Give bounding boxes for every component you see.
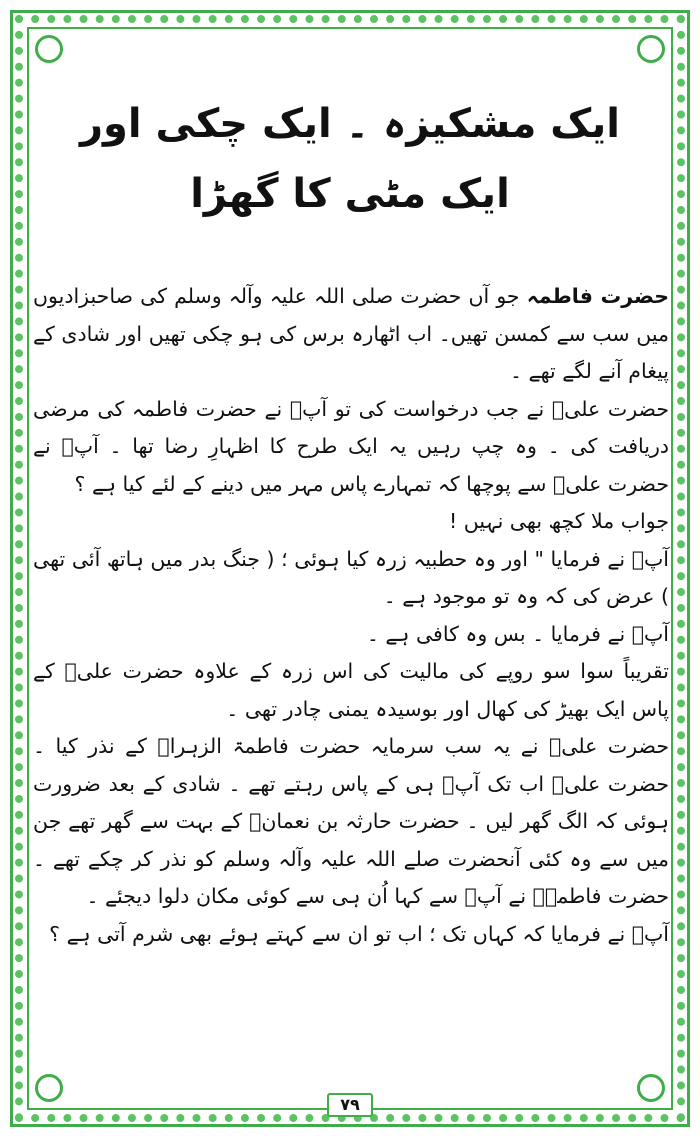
corner-ornament <box>35 1074 63 1102</box>
paragraph: جواب ملا کچھ بھی نہیں ! <box>449 509 669 533</box>
paragraph: حضرت علیؓ نے جب درخواست کی تو آپؐ نے حضرت فاطمہ کی مرضی دریافت کی ۔ وہ چپ رہیں یہ ایک طرح کا اظہارِ رضا تھا ۔ آپؐ نے حضرت علیؓ سے پوچھا کہ تمہارے پاس مہر میں دینے کے لئے کیا ہے ؟ <box>33 396 669 496</box>
chapter-title: ایک مشکیزہ ۔ ایک چکی اور ایک مٹی کا گھڑا <box>80 100 620 217</box>
body-text <box>33 278 669 953</box>
paragraph-text: جو آں حضرت صلی اللہ علیہ وآلہ وسلم کی صاحبزادیوں میں سب سے کمسن تھیں۔ اب اٹھارہ برس کی ہو چکی تھیں اور شادی کے پیغام آنے لگے تھے ۔ <box>33 284 669 383</box>
paragraph: آپؐ نے فرمایا " اور وہ حطبیہ زرہ کیا ہوئی ؛ ( جنگ بدر میں ہاتھ آئی تھی ) عرض کی کہ وہ تو موجود ہے ۔ <box>33 546 669 608</box>
corner-ornament <box>637 1074 665 1102</box>
paragraph: آپؐ نے فرمایا کہ کہاں تک ؛ اب تو ان سے کہتے ہوئے بھی شرم آتی ہے ؟ <box>49 921 669 946</box>
highlighted-name: حضرت فاطمہ <box>526 284 669 308</box>
paragraph: حضرت علیؓ نے یہ سب سرمایہ حضرت فاطمۃ الزہراؓ کے نذر کیا ۔ حضرت علیؓ اب تک آپؐ ہی کے پاس رہتے تھے ۔ شادی کے بعد ضرورت ہوئی کہ الگ گھر لیں ۔ حضرت حارثہ بن نعمانؓ کے بہت سے گھر تھے جن میں سے وہ کئی آنحضرت صلے اللہ علیہ وآلہ وسلم کو نذر کر چکے تھے ۔ حضرت فاطمہؓ نے آپؐ سے کہا اُن ہی سے کوئی مکان دلوا دیجئے ۔ <box>33 734 669 908</box>
corner-ornament <box>637 35 665 63</box>
paragraph: تقریباً سوا سو روپے کی مالیت کی اس زرہ کے علاوہ حضرت علیؓ کے پاس ایک بھیڑ کی کھال اور بوسیدہ یمنی چادر تھی ۔ <box>33 659 669 721</box>
paragraph: آپؐ نے فرمایا ۔ بس وہ کافی ہے ۔ <box>366 621 669 646</box>
corner-ornament <box>35 35 63 63</box>
page-number: ۷۹ <box>327 1093 373 1117</box>
paragraph <box>33 278 669 391</box>
